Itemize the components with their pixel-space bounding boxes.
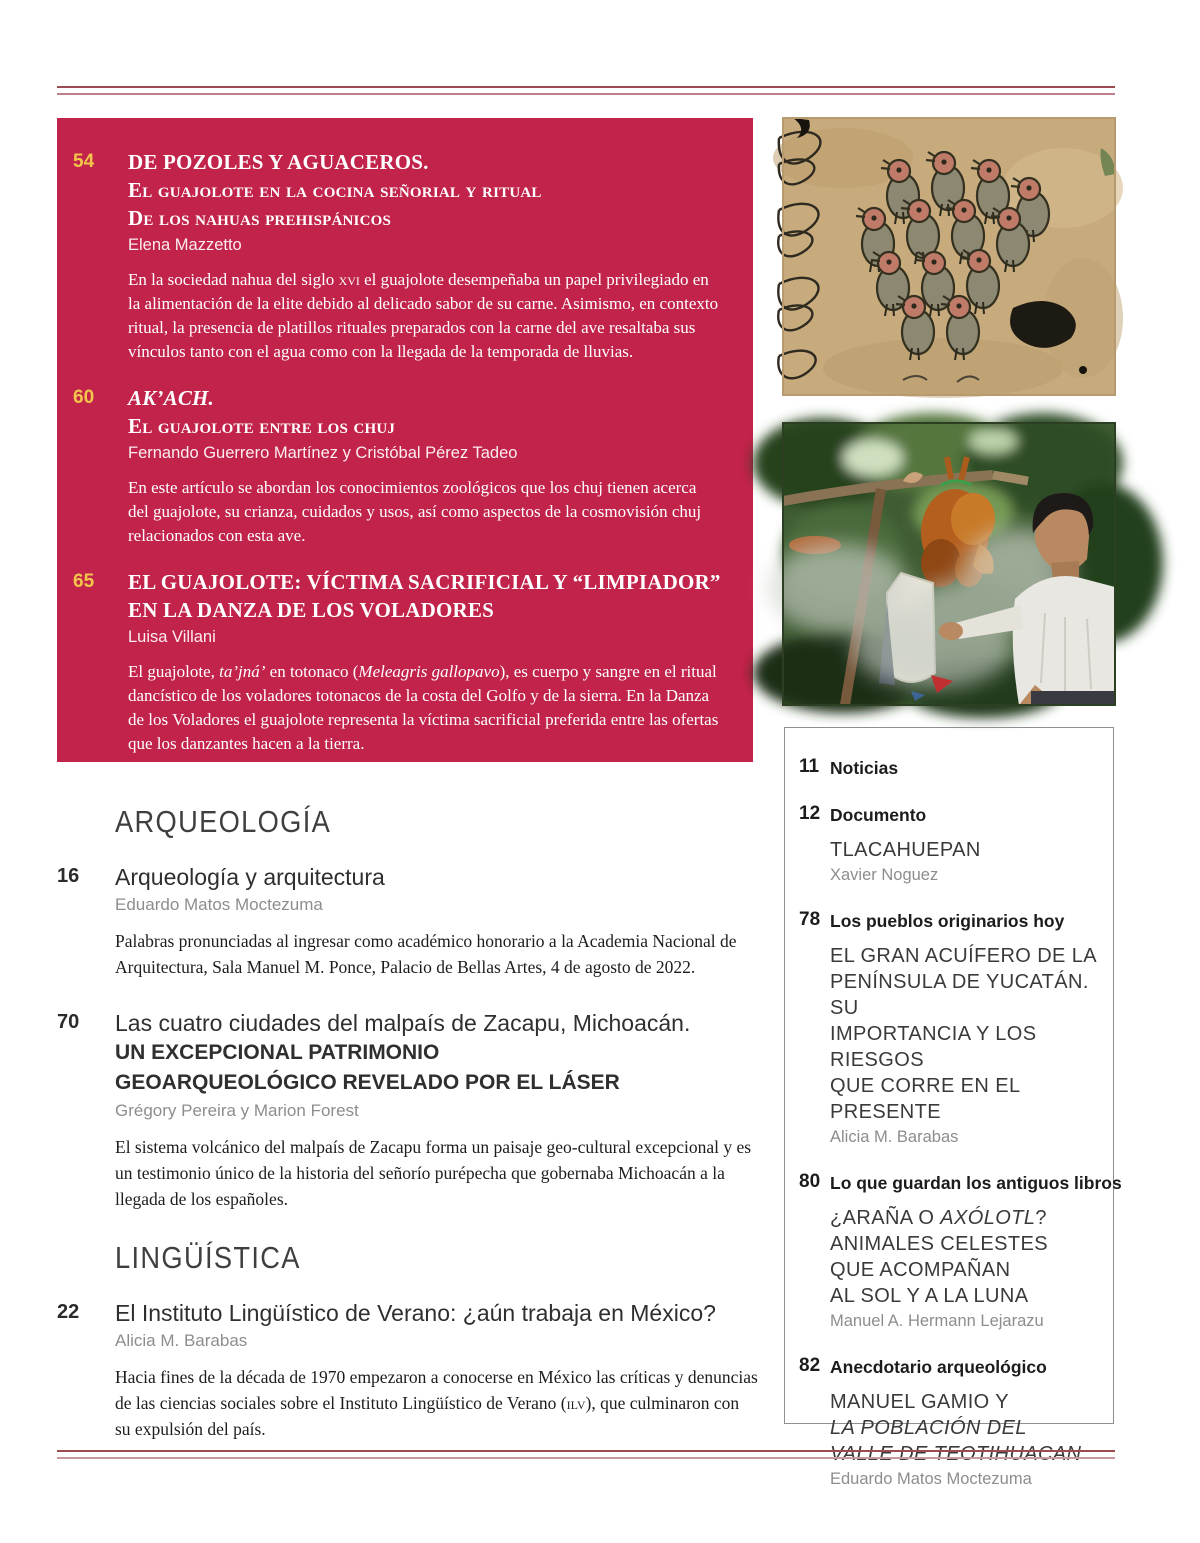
- article-title: AK’ACH. El guajolote entre los chuj: [128, 386, 396, 438]
- section-heading-linguistica: LINGÜÍSTICA: [115, 1240, 301, 1275]
- section-heading-arqueologia: ARQUEOLOGÍA: [115, 804, 332, 839]
- toc-entry-22: [57, 1298, 759, 1442]
- article-title: EL GUAJOLOTE: VÍCTIMA SACRIFICIAL Y “LIMPIADOR” EN LA DANZA DE LOS VOLADORES: [128, 570, 721, 622]
- article-author: Manuel A. Hermann Lejarazu: [830, 1312, 1044, 1330]
- featured-entry-54: [57, 148, 721, 364]
- article-author: Eduardo Matos Moctezuma: [115, 895, 323, 914]
- sidebar-entry-11: [799, 756, 1099, 779]
- sidebar-entry-80: [799, 1171, 1122, 1331]
- article-summary: En este artículo se abordan los conocimientos zoológicos que los chuj tienen acerca del guajolote, su crianza, cuidados y usos, así como aspectos de la cosmovisión chuj relacionados con esta ave.: [128, 478, 702, 545]
- main-toc-column: [57, 804, 759, 1470]
- article-author: Alicia M. Barabas: [830, 1128, 959, 1146]
- page-number: 82: [799, 1355, 821, 1376]
- article-title: EL GRAN ACUÍFERO DE LA PENÍNSULA DE YUCATÁN. SU IMPORTANCIA Y LOS RIESGOS QUE CORRE EN EL PRESENTE: [830, 945, 1098, 1123]
- article-title: Las cuatro ciudades del malpaís de Zacapu, Michoacán.: [115, 1010, 691, 1036]
- page-number: 70: [57, 1011, 80, 1033]
- article-author: Elena Mazzetto: [128, 236, 242, 254]
- article-author: Alicia M. Barabas: [115, 1331, 248, 1350]
- sidebar-entry-78: [799, 909, 1099, 1147]
- page-number: 60: [73, 387, 95, 408]
- page-number: 22: [57, 1301, 80, 1323]
- page-number: 78: [799, 909, 821, 930]
- page-number: 80: [799, 1171, 821, 1192]
- article-title: El Instituto Lingüístico de Verano: ¿aún trabaja en México?: [115, 1300, 716, 1326]
- article-title: DE POZOLES Y AGUACEROS. El guajolote en la cocina señorial y ritual De los nahuas prehispánicos: [128, 150, 542, 230]
- section-label: Noticias: [830, 758, 899, 778]
- section-label: Documento: [830, 805, 927, 825]
- smoked-turkey-photo: [783, 423, 1115, 705]
- article-summary: El sistema volcánico del malpaís de Zacapu forma un paisaje geo-cultural excepcional y es un testimonio único de la historia del señorío purépecha que gobernaba Michoacán a la llegada de los españoles.: [115, 1137, 752, 1209]
- toc-entry-70: [57, 1008, 759, 1212]
- article-subtitle: UN EXCEPCIONAL PATRIMONIO GEOARQUEOLÓGICO REVELADO POR EL LÁSER: [115, 1041, 620, 1094]
- article-summary: Palabras pronunciadas al ingresar como académico honorario a la Academia Nacional de Arquitectura, Sala Manuel M. Ponce, Palacio de Bellas Artes, 4 de agosto de 2022.: [115, 931, 737, 977]
- sidebar-toc-box: [784, 727, 1122, 1488]
- article-author: Grégory Pereira y Marion Forest: [115, 1101, 359, 1120]
- article-author: Fernando Guerrero Martínez y Cristóbal Pérez Tadeo: [128, 444, 518, 462]
- sidebar-entry-82: [799, 1355, 1099, 1489]
- section-label: Anecdotario arqueológico: [830, 1357, 1047, 1377]
- article-summary: Hacia fines de la década de 1970 empezaron a conocerse en México las críticas y denuncias de las ciencias sociales sobre el Instituto Lingüístico de Verano (ilv), que culminaron con su expulsión del país.: [115, 1367, 758, 1439]
- sidebar-entry-12: [799, 803, 1099, 885]
- featured-entry-60: [57, 384, 721, 548]
- page-number: 54: [73, 151, 95, 172]
- bottom-double-rule: [57, 1450, 1115, 1459]
- article-author: Luisa Villani: [128, 628, 216, 646]
- article-summary: El guajolote, ta’jná’ en totonaco (Meleagris gallopavo), es cuerpo y sangre en el ritual dancístico de los voladores totonacos de la costa del Golfo y de la sierra. En la Danza de los Voladores el guajolote representa la víctima sacrificial preferida entre las ofertas que los danzantes hacen a la tierra.: [128, 662, 719, 753]
- page-number: 16: [57, 865, 80, 887]
- page-number: 12: [799, 803, 821, 824]
- article-author: Xavier Noguez: [830, 866, 939, 884]
- section-label: Lo que guardan los antiguos libros: [830, 1173, 1122, 1193]
- codex-turkeys-image: [783, 118, 1115, 395]
- page-number: 11: [799, 756, 820, 777]
- featured-entry-65: [57, 568, 721, 756]
- featured-articles-box: [57, 118, 753, 762]
- article-summary: En la sociedad nahua del siglo xvi el guajolote desempeñaba un papel privilegiado en la alimentación de la elite debido al delicado sabor de su carne. Asimismo, en contexto ritual, la presencia de platillos rituales preparados con la carne del ave resaltaba sus vínculos tanto con el agua como con la llegada de la temporada de lluvias.: [128, 270, 719, 361]
- section-label: Los pueblos originarios hoy: [830, 911, 1065, 931]
- page-number: 65: [73, 571, 95, 592]
- toc-entry-16: [57, 862, 759, 980]
- article-title: Arqueología y arquitectura: [115, 864, 385, 890]
- article-title: TLACAHUEPAN: [830, 839, 981, 861]
- article-title: MANUEL GAMIO Y LA POBLACIÓN DEL VALLE DE TEOTIHUACAN: [830, 1391, 1082, 1465]
- article-title: ¿ARAÑA O AXÓLOTL? ANIMALES CELESTES QUE ACOMPAÑAN AL SOL Y A LA LUNA: [830, 1207, 1048, 1307]
- top-double-rule: [57, 86, 1115, 95]
- article-author: Eduardo Matos Moctezuma: [830, 1470, 1032, 1488]
